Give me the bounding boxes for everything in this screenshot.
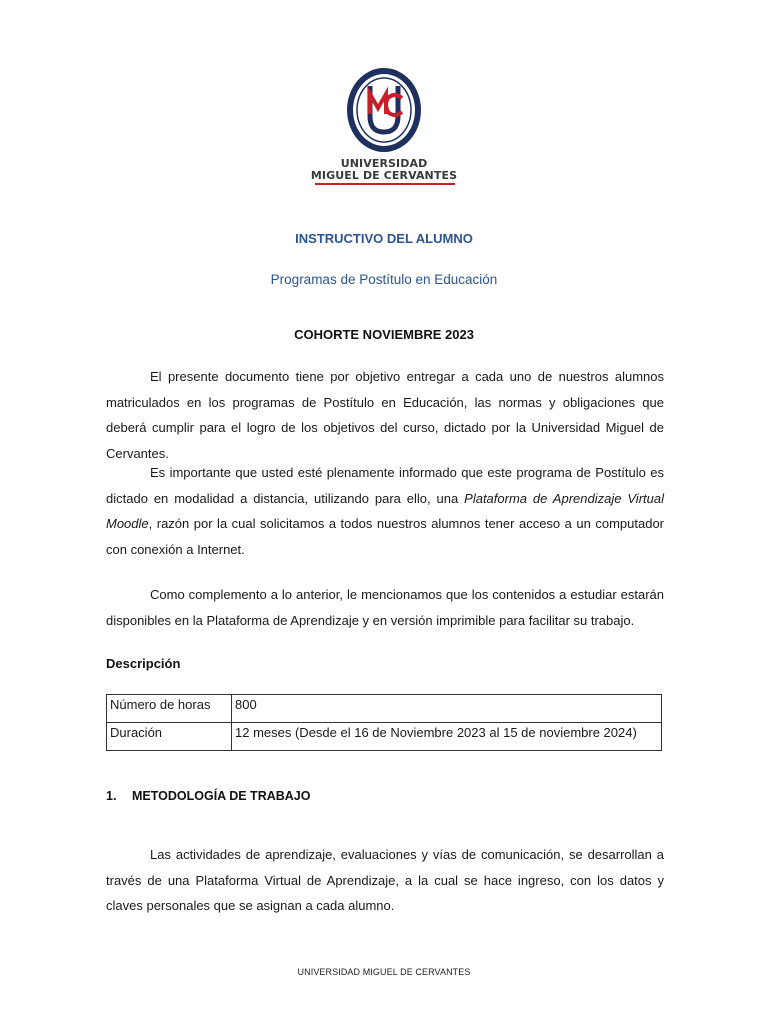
logo-line-1: UNIVERSIDAD bbox=[340, 157, 428, 170]
methodology-paragraph: Las actividades de aprendizaje, evaluaciones y vías de comunicación, se desarrollan a través de una Plataforma Virtual de Aprendizaje, a la cual se hace ingreso, con los datos y claves personales que se asignan a cada alumno. bbox=[106, 847, 664, 913]
table-row bbox=[107, 723, 662, 751]
table-cell-key: Duración bbox=[107, 723, 232, 751]
modality-text-end: , razón por la cual solicitamos a todos nuestros alumnos tener acceso a un computador con conexión a Internet. bbox=[106, 516, 664, 557]
document-subtitle: Programas de Postítulo en Educación bbox=[270, 272, 498, 287]
document-title: INSTRUCTIVO DEL ALUMNO bbox=[295, 231, 473, 246]
modality-paragraph bbox=[106, 460, 664, 562]
umc-emblem-icon bbox=[308, 64, 460, 158]
description-label: Descripción bbox=[106, 656, 181, 671]
table-row bbox=[107, 695, 662, 723]
section-heading-methodology bbox=[106, 789, 310, 803]
table-cell-key: Número de horas bbox=[107, 695, 232, 723]
intro-paragraph: El presente documento tiene por objetivo entregar a cada uno de nuestros alumnos matriculados en los programas de Postítulo en Educación, las normas y obligaciones que deberá cumplir para el logro de los objetivos del curso, dictado por la Universidad Miguel de Cervantes. bbox=[106, 369, 664, 461]
cohort-heading: COHORTE NOVIEMBRE 2023 bbox=[294, 327, 474, 342]
modality-text-start: Es importante que usted esté plenamente informado que este programa de Postítulo es dictado en modalidad a distancia, utilizando para ello, una bbox=[106, 465, 664, 506]
section-number: 1. bbox=[106, 789, 117, 803]
content-paragraph: Como complemento a lo anterior, le mencionamos que los contenidos a estudiar estarán disponibles en la Plataforma de Aprendizaje y en versión imprimible para facilitar su trabajo. bbox=[106, 587, 664, 628]
logo-line-2: MIGUEL DE CERVANTES bbox=[310, 169, 458, 182]
table-cell-value: 800 bbox=[232, 695, 662, 723]
page-footer: UNIVERSIDAD MIGUEL DE CERVANTES bbox=[297, 967, 471, 977]
moodle-platform-text: Plataforma de Aprendizaje Virtual Moodle bbox=[106, 490, 664, 531]
section-title: METODOLOGÍA DE TRABAJO bbox=[132, 789, 311, 803]
table-cell-value: 12 meses (Desde el 16 de Noviembre 2023 al 15 de noviembre 2024) bbox=[232, 723, 662, 751]
university-logo bbox=[308, 64, 460, 188]
logo-underline bbox=[315, 183, 455, 185]
description-table bbox=[106, 694, 662, 751]
